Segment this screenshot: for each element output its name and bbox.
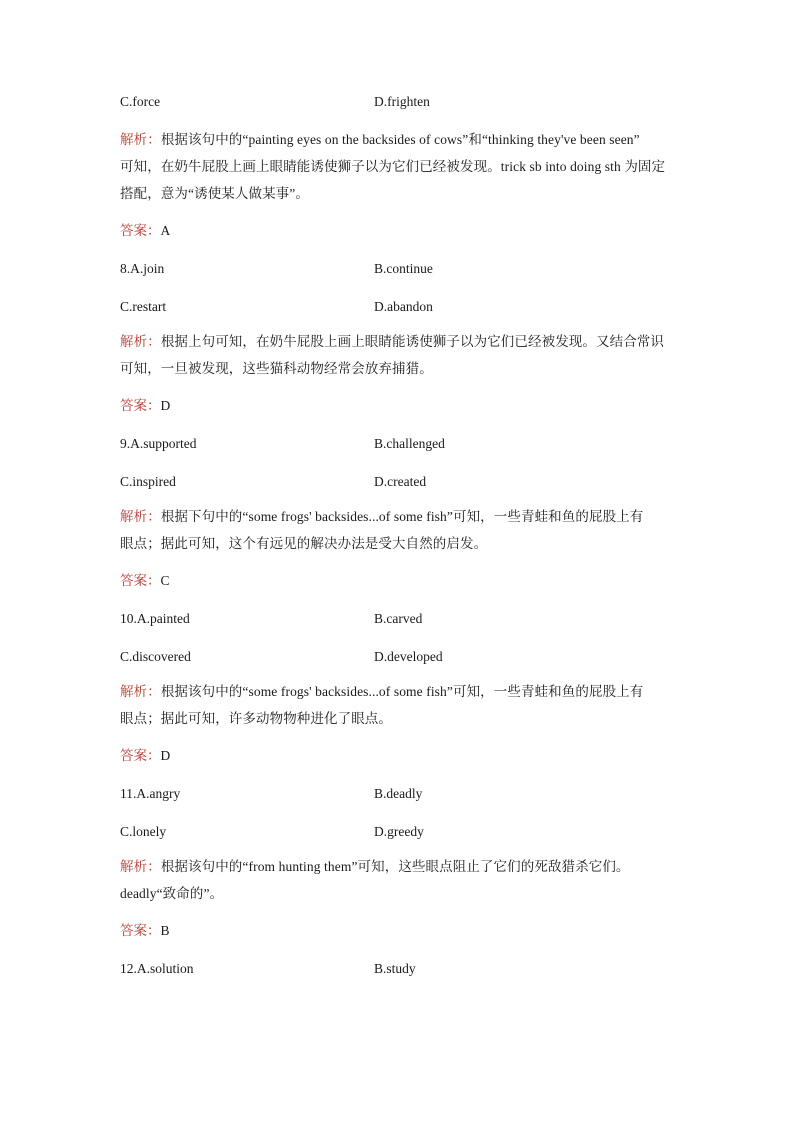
answer-label: 答案： [120,573,161,588]
q9-option-c: C.inspired [120,474,176,489]
answer-label: 答案： [120,223,161,238]
q8-analysis-line-1: 根据上句可知，在奶牛屁股上画上眼睛能诱使狮子以为它们已经被发现。又结合常识 [160,334,665,349]
q10-option-c: C.discovered [120,649,191,664]
q7-option-d: D.frighten [374,94,430,109]
q8-analysis-line-2: 可知，一旦被发现，这些猫科动物经常会放弃捕猎。 [120,361,433,376]
q9-analysis-line-1: 根据下句中的“some frogs' backsides...of some fish”可知，一些青蛙和鱼的屁股上有 [160,509,644,524]
q10-options-row-1 [120,609,680,629]
q10-option-a: 10.A.painted [120,611,190,626]
q10-option-b: B.carved [374,611,423,626]
q8-answer-value: D [160,398,171,413]
answer-label: 答案： [120,398,161,413]
q11-options-row-1 [120,784,680,804]
q10-option-d: D.developed [374,649,443,664]
q9-answer-value: C [160,573,170,588]
q7-option-c: C.force [120,94,161,109]
q10-analysis-line-1: 根据该句中的“some frogs' backsides...of some fish”可知，一些青蛙和鱼的屁股上有 [160,684,644,699]
q12-options-row-1 [120,959,680,979]
answer-label: 答案： [120,923,161,938]
q12-option-a: 12.A.solution [120,961,194,976]
q11-option-d: D.greedy [374,824,424,839]
q11-option-a: 11.A.angry [120,786,181,801]
q8-options-row-1 [120,259,680,279]
q9-option-d: D.created [374,474,427,489]
analysis-label: 解析： [120,859,161,874]
q7-analysis-line-3: 搭配，意为“诱使某人做某事”。 [120,186,309,201]
q8-option-c: C.restart [120,299,167,314]
q11-answer-value: B [160,923,170,938]
content-area [120,92,680,979]
q7-answer-value: A [160,223,171,238]
q10-answer [120,746,680,766]
q8-option-b: B.continue [374,261,433,276]
q11-analysis-line-2: deadly“致命的”。 [120,886,224,901]
q11-option-b: B.deadly [374,786,423,801]
q10-analysis [120,678,680,732]
q7-options-row-2 [120,92,680,112]
q9-options-row-2 [120,472,680,492]
q8-options-row-2 [120,297,680,317]
q7-analysis-line-1: 根据该句中的“painting eyes on the backsides of cows”和“thinking they've been seen” [160,132,640,147]
q10-options-row-2 [120,647,680,667]
q9-options-row-1 [120,434,680,454]
q11-analysis [120,853,680,907]
q11-options-row-2 [120,822,680,842]
q11-analysis-line-1: 根据该句中的“from hunting them”可知，这些眼点阻止了它们的死敌猎杀它们。 [160,859,630,874]
q7-analysis [120,126,680,207]
q7-answer [120,221,680,241]
analysis-label: 解析： [120,509,161,524]
q10-analysis-line-2: 眼点；据此可知，许多动物物种进化了眼点。 [120,711,392,726]
answer-label: 答案： [120,748,161,763]
q8-answer [120,396,680,416]
q8-option-d: D.abandon [374,299,433,314]
q10-answer-value: D [160,748,171,763]
q11-answer [120,921,680,941]
q9-analysis [120,503,680,557]
q9-option-b: B.challenged [374,436,445,451]
q11-option-c: C.lonely [120,824,167,839]
q9-answer [120,571,680,591]
q7-analysis-line-2: 可知，在奶牛屁股上画上眼睛能诱使狮子以为它们已经被发现。trick sb into doing sth 为固定 [120,159,666,174]
q9-option-a: 9.A.supported [120,436,197,451]
q9-analysis-line-2: 眼点；据此可知，这个有远见的解决办法是受大自然的启发。 [120,536,488,551]
q12-option-b: B.study [374,961,416,976]
q8-option-a: 8.A.join [120,261,165,276]
q8-analysis [120,328,680,382]
analysis-label: 解析： [120,132,161,147]
analysis-label: 解析： [120,334,161,349]
analysis-label: 解析： [120,684,161,699]
